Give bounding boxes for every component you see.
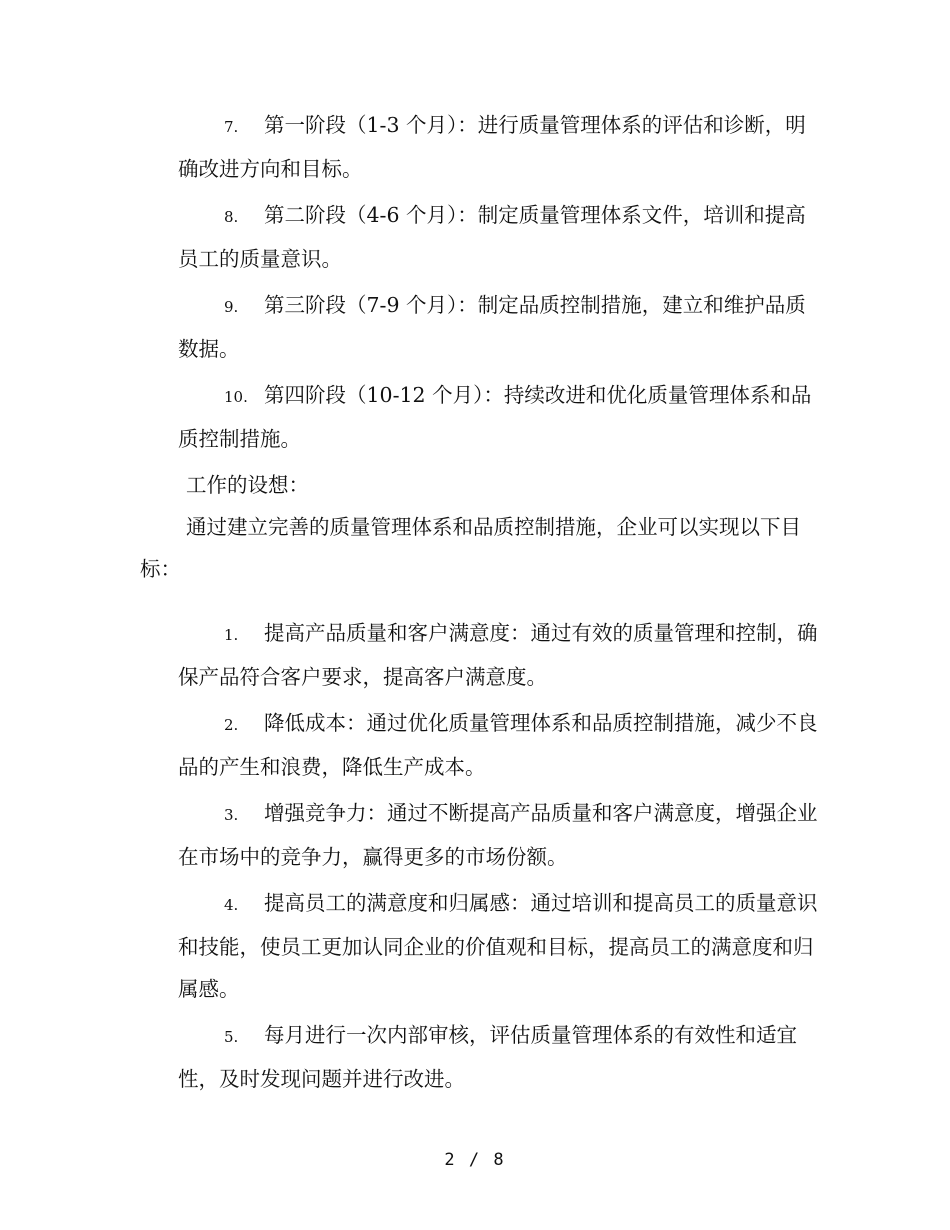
list-item-text: 第一阶段（1-3 个月）：进行质量管理体系的评估和诊断，明确改进方向和目标。 bbox=[178, 113, 806, 181]
list-item-number: 2. bbox=[224, 716, 239, 734]
list-item-number: 5. bbox=[224, 1028, 239, 1046]
list-item bbox=[178, 702, 818, 788]
list-item bbox=[178, 194, 818, 280]
list-item bbox=[178, 284, 818, 370]
list-item bbox=[178, 792, 818, 878]
list-item-text: 降低成本：通过优化质量管理体系和品质控制措施，减少不良品的产生和浪费，降低生产成本。 bbox=[178, 711, 818, 779]
list-item-number: 1. bbox=[224, 626, 239, 644]
list-item bbox=[178, 374, 818, 460]
page-number: 2 / 8 bbox=[444, 1150, 506, 1170]
section-heading: 工作的设想： bbox=[186, 473, 309, 497]
goal-list bbox=[178, 612, 818, 1104]
list-item bbox=[178, 882, 818, 1010]
list-item bbox=[178, 104, 818, 190]
intro-paragraph: 通过建立完善的质量管理体系和品质控制措施，企业可以实现以下目标： bbox=[140, 515, 801, 581]
list-item-number: 8. bbox=[224, 208, 239, 226]
list-item-text: 增强竞争力：通过不断提高产品质量和客户满意度，增强企业在市场中的竞争力，赢得更多的市场份额。 bbox=[178, 801, 818, 869]
list-item-number: 4. bbox=[224, 896, 239, 914]
list-item bbox=[178, 1014, 818, 1100]
list-item-text: 第四阶段（10-12 个月）：持续改进和优化质量管理体系和品质控制措施。 bbox=[178, 383, 812, 451]
list-item-number: 10. bbox=[224, 388, 248, 406]
list-item-text: 每月进行一次内部审核，评估质量管理体系的有效性和适宜性，及时发现问题并进行改进。 bbox=[178, 1023, 797, 1091]
list-item bbox=[178, 612, 818, 698]
phase-list bbox=[178, 104, 818, 464]
list-item-text: 第三阶段（7-9 个月）：制定品质控制措施，建立和维护品质数据。 bbox=[178, 293, 806, 361]
list-item-text: 提高员工的满意度和归属感：通过培训和提高员工的质量意识和技能，使员工更加认同企业的价值观和目标，提高员工的满意度和归属感。 bbox=[178, 891, 818, 1001]
list-item-number: 9. bbox=[224, 298, 239, 316]
list-item-text: 第二阶段（4-6 个月）：制定质量管理体系文件，培训和提高员工的质量意识。 bbox=[178, 203, 806, 271]
list-item-number: 7. bbox=[224, 118, 239, 136]
list-item-text: 提高产品质量和客户满意度：通过有效的质量管理和控制，确保产品符合客户要求，提高客户满意度。 bbox=[178, 621, 818, 689]
list-item-number: 3. bbox=[224, 806, 239, 824]
